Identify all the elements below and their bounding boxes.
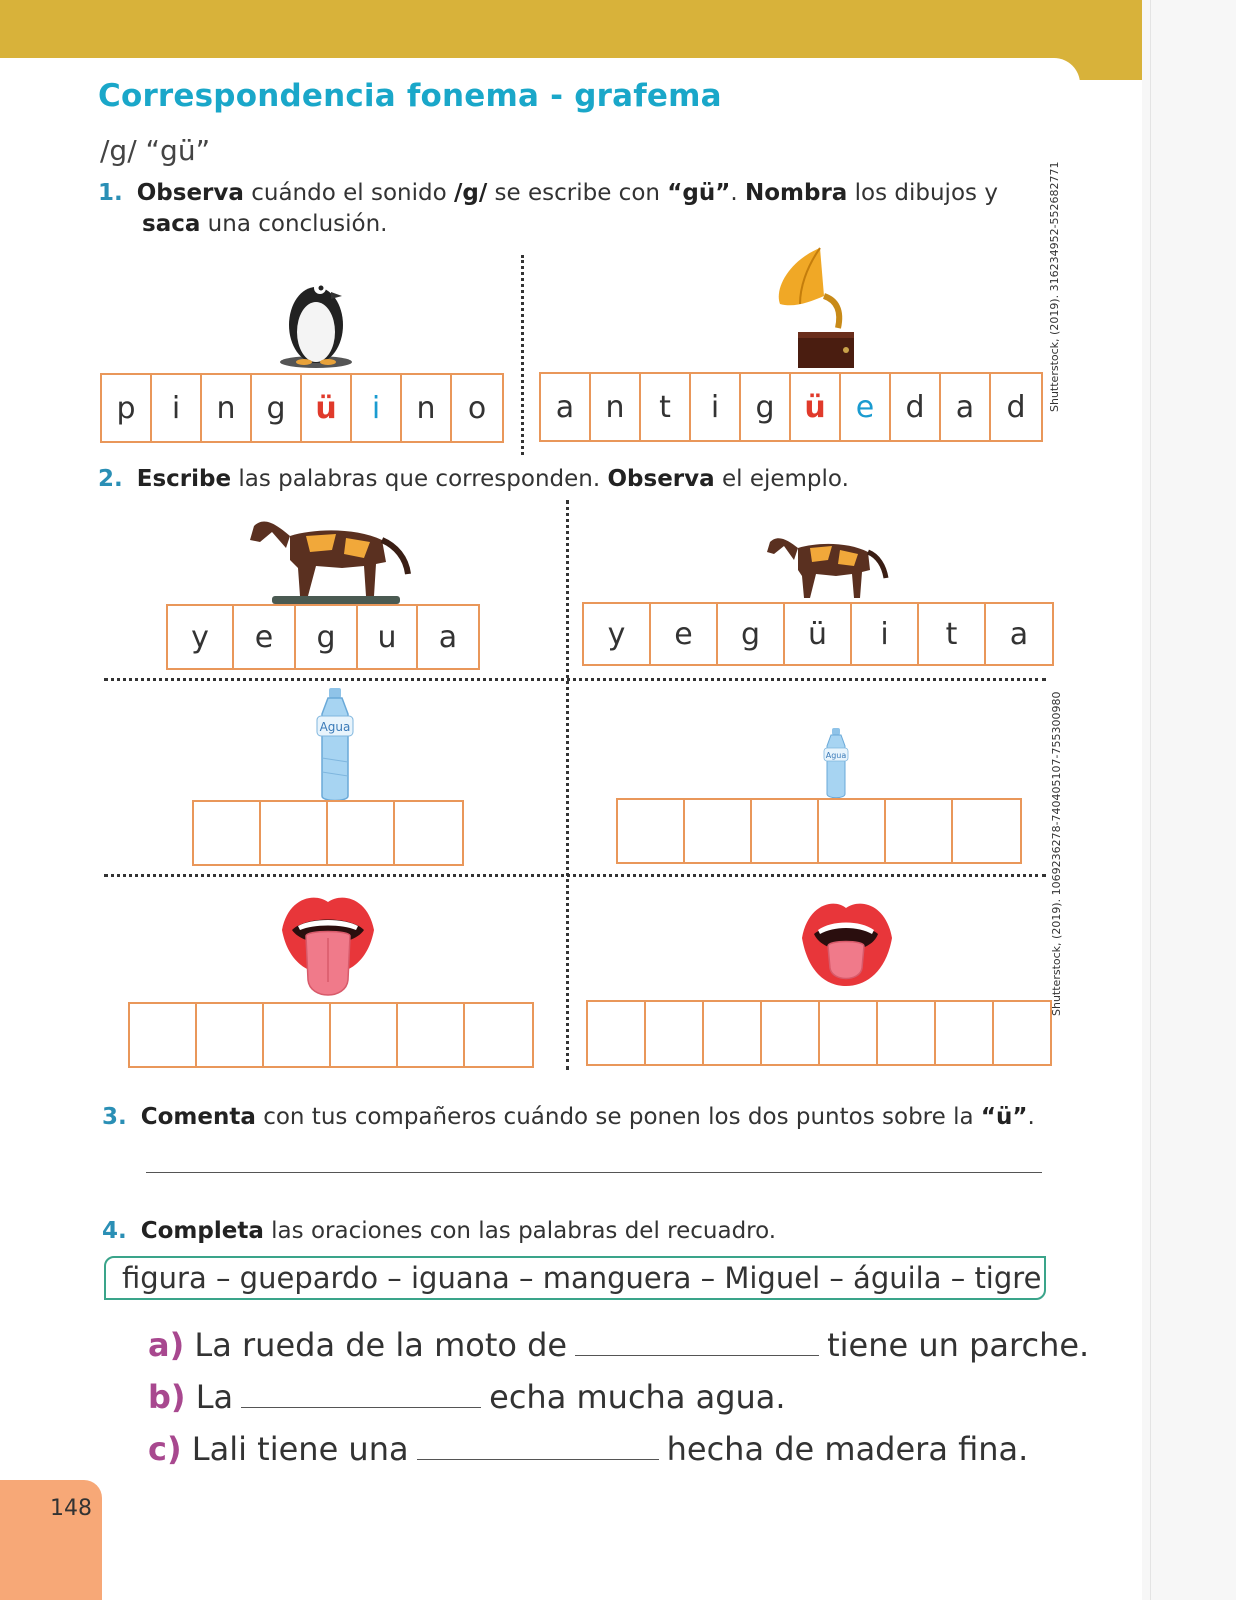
letter-cell: g bbox=[718, 604, 785, 664]
empty-letter-cell[interactable] bbox=[264, 1004, 331, 1066]
letter-cell: e bbox=[234, 606, 296, 668]
instruction-text: las palabras que corresponden. bbox=[231, 466, 608, 492]
sentence-b bbox=[148, 1378, 786, 1416]
empty-letter-cell[interactable] bbox=[762, 1002, 820, 1064]
letter-cell: d bbox=[1006, 389, 1026, 425]
instruction-text: los dibujos y bbox=[847, 180, 998, 206]
keyword: Observa bbox=[136, 180, 244, 206]
horse-icon bbox=[764, 526, 888, 604]
word-boxes-pinguino bbox=[100, 373, 504, 443]
empty-letter-cell[interactable] bbox=[994, 1002, 1050, 1064]
letter-cell: i bbox=[691, 374, 741, 440]
answer-boxes-6 bbox=[616, 798, 1022, 864]
sentence-text: hecha de madera fina. bbox=[666, 1430, 1029, 1468]
answer-boxes-4 bbox=[192, 800, 464, 866]
mouth-tongue-icon bbox=[798, 894, 894, 994]
keyword: Completa bbox=[140, 1218, 264, 1244]
bottle-label: Agua bbox=[319, 720, 351, 734]
water-bottle-icon bbox=[822, 728, 850, 800]
letter-cell: g bbox=[296, 606, 358, 668]
sentence-c bbox=[148, 1430, 1028, 1468]
letter-cell: t bbox=[919, 604, 986, 664]
instruction-text: con tus compañeros cuándo se ponen los dos puntos sobre la bbox=[255, 1104, 981, 1130]
question-number: 4. bbox=[102, 1218, 127, 1244]
divider-vertical bbox=[566, 500, 569, 1070]
empty-letter-cell[interactable] bbox=[819, 800, 886, 862]
empty-letter-cell[interactable] bbox=[685, 800, 752, 862]
divider-horizontal bbox=[104, 874, 1046, 877]
empty-letter-cell[interactable] bbox=[398, 1004, 465, 1066]
empty-letter-cell[interactable] bbox=[194, 802, 261, 864]
sentence-text: echa mucha agua. bbox=[489, 1378, 786, 1416]
keyword: saca bbox=[142, 211, 201, 237]
keyword: “gü” bbox=[667, 180, 731, 206]
phoneme-heading: /g/ “gü” bbox=[100, 134, 211, 167]
letter-cell: y bbox=[168, 606, 234, 668]
divider-horizontal bbox=[104, 678, 1046, 681]
gramophone-icon bbox=[770, 244, 860, 370]
empty-letter-cell[interactable] bbox=[395, 802, 462, 864]
answer-boxes-6 bbox=[128, 1002, 534, 1068]
letter-cell-highlight: ü bbox=[791, 374, 841, 440]
instruction-text: . bbox=[1027, 1104, 1035, 1130]
letter-cell: a bbox=[438, 619, 458, 655]
sentence-letter: c) bbox=[148, 1430, 182, 1468]
horse-icon bbox=[246, 506, 412, 606]
word-boxes-antiguedad bbox=[539, 372, 1043, 442]
letter-cell: n bbox=[591, 374, 641, 440]
letter-cell: n bbox=[402, 375, 452, 441]
page-fold-line bbox=[1150, 0, 1151, 1600]
keyword: Nombra bbox=[744, 180, 848, 206]
empty-letter-cell[interactable] bbox=[465, 1004, 532, 1066]
letter-cell: a bbox=[541, 374, 591, 440]
fill-in-blank[interactable] bbox=[575, 1330, 819, 1356]
sentence-text: Lali tiene una bbox=[191, 1430, 409, 1468]
empty-letter-cell[interactable] bbox=[331, 1004, 398, 1066]
instruction-text: cuándo el sonido bbox=[243, 180, 454, 206]
word-bank: figura – guepardo – iguana – manguera – Miguel – águila – tigre bbox=[104, 1256, 1046, 1300]
sentence-letter: b) bbox=[148, 1378, 186, 1416]
empty-letter-cell[interactable] bbox=[953, 800, 1020, 862]
empty-letter-cell[interactable] bbox=[130, 1004, 197, 1066]
sentence-a bbox=[148, 1326, 1089, 1364]
page-number: 148 bbox=[50, 1496, 92, 1521]
word-boxes-yegua bbox=[166, 604, 480, 670]
sentence-letter: a) bbox=[148, 1326, 185, 1364]
question-1 bbox=[98, 178, 1038, 240]
letter-cell: i bbox=[152, 375, 202, 441]
empty-letter-cell[interactable] bbox=[588, 1002, 646, 1064]
question-number: 2. bbox=[98, 466, 123, 492]
instruction-text: una conclusión. bbox=[200, 211, 388, 237]
letter-cell: o bbox=[467, 390, 487, 426]
penguin-icon bbox=[276, 270, 356, 370]
letter-cell: y bbox=[584, 604, 651, 664]
empty-letter-cell[interactable] bbox=[261, 802, 328, 864]
keyword: Escribe bbox=[136, 466, 232, 492]
empty-letter-cell[interactable] bbox=[704, 1002, 762, 1064]
empty-letter-cell[interactable] bbox=[646, 1002, 704, 1064]
letter-cell-highlight: i bbox=[352, 375, 402, 441]
empty-letter-cell[interactable] bbox=[197, 1004, 264, 1066]
letter-cell-highlight: e bbox=[841, 374, 891, 440]
question-3 bbox=[102, 1102, 1052, 1133]
letter-cell: n bbox=[202, 375, 252, 441]
sentence-text: La rueda de la moto de bbox=[194, 1326, 568, 1364]
answer-boxes-8 bbox=[586, 1000, 1052, 1066]
answer-line[interactable] bbox=[146, 1172, 1042, 1173]
question-number: 1. bbox=[98, 180, 123, 206]
instruction-text: las oraciones con las palabras del recuadro. bbox=[263, 1218, 777, 1244]
instruction-text: . bbox=[730, 180, 745, 206]
letter-cell: g bbox=[252, 375, 302, 441]
letter-cell: p bbox=[102, 375, 152, 441]
mouth-tongue-icon bbox=[278, 890, 378, 1002]
letter-cell-highlight: ü bbox=[302, 375, 352, 441]
page-right-edge bbox=[1142, 0, 1236, 1600]
empty-letter-cell[interactable] bbox=[936, 1002, 994, 1064]
empty-letter-cell[interactable] bbox=[328, 802, 395, 864]
question-number: 3. bbox=[102, 1104, 127, 1130]
letter-cell: t bbox=[641, 374, 691, 440]
word-boxes-yeguita bbox=[582, 602, 1054, 666]
keyword: Comenta bbox=[140, 1104, 256, 1130]
question-2 bbox=[98, 464, 1038, 495]
empty-letter-cell[interactable] bbox=[878, 1002, 936, 1064]
instruction-text: se escribe con bbox=[487, 180, 668, 206]
letter-cell: a bbox=[941, 374, 991, 440]
water-bottle-icon bbox=[314, 688, 356, 804]
letter-cell: e bbox=[651, 604, 718, 664]
sentence-text: tiene un parche. bbox=[827, 1326, 1090, 1364]
empty-letter-cell[interactable] bbox=[618, 800, 685, 862]
instruction-text: el ejemplo. bbox=[714, 466, 849, 492]
empty-letter-cell[interactable] bbox=[752, 800, 819, 862]
image-credit: Shutterstock, (2019). 316234952-552682771 bbox=[1048, 161, 1061, 412]
fill-in-blank[interactable] bbox=[417, 1434, 659, 1460]
section-title: Correspondencia fonema - grafema bbox=[98, 78, 722, 114]
empty-letter-cell[interactable] bbox=[820, 1002, 878, 1064]
letter-cell: d bbox=[891, 374, 941, 440]
letter-cell: i bbox=[852, 604, 919, 664]
keyword: Observa bbox=[607, 466, 715, 492]
keyword: /g/ bbox=[453, 180, 488, 206]
empty-letter-cell[interactable] bbox=[886, 800, 953, 862]
sentence-text: La bbox=[195, 1378, 234, 1416]
divider-vertical bbox=[521, 255, 524, 455]
letter-cell: ü bbox=[785, 604, 852, 664]
keyword: “ü” bbox=[980, 1104, 1028, 1130]
letter-cell: a bbox=[1009, 616, 1029, 652]
bottle-label: Agua bbox=[825, 751, 847, 760]
image-credit: Shutterstock, (2019). 1069236278-740405107-755300980 bbox=[1050, 691, 1063, 1016]
fill-in-blank[interactable] bbox=[241, 1382, 481, 1408]
letter-cell: g bbox=[741, 374, 791, 440]
letter-cell: u bbox=[358, 606, 418, 668]
question-4 bbox=[102, 1216, 1052, 1247]
